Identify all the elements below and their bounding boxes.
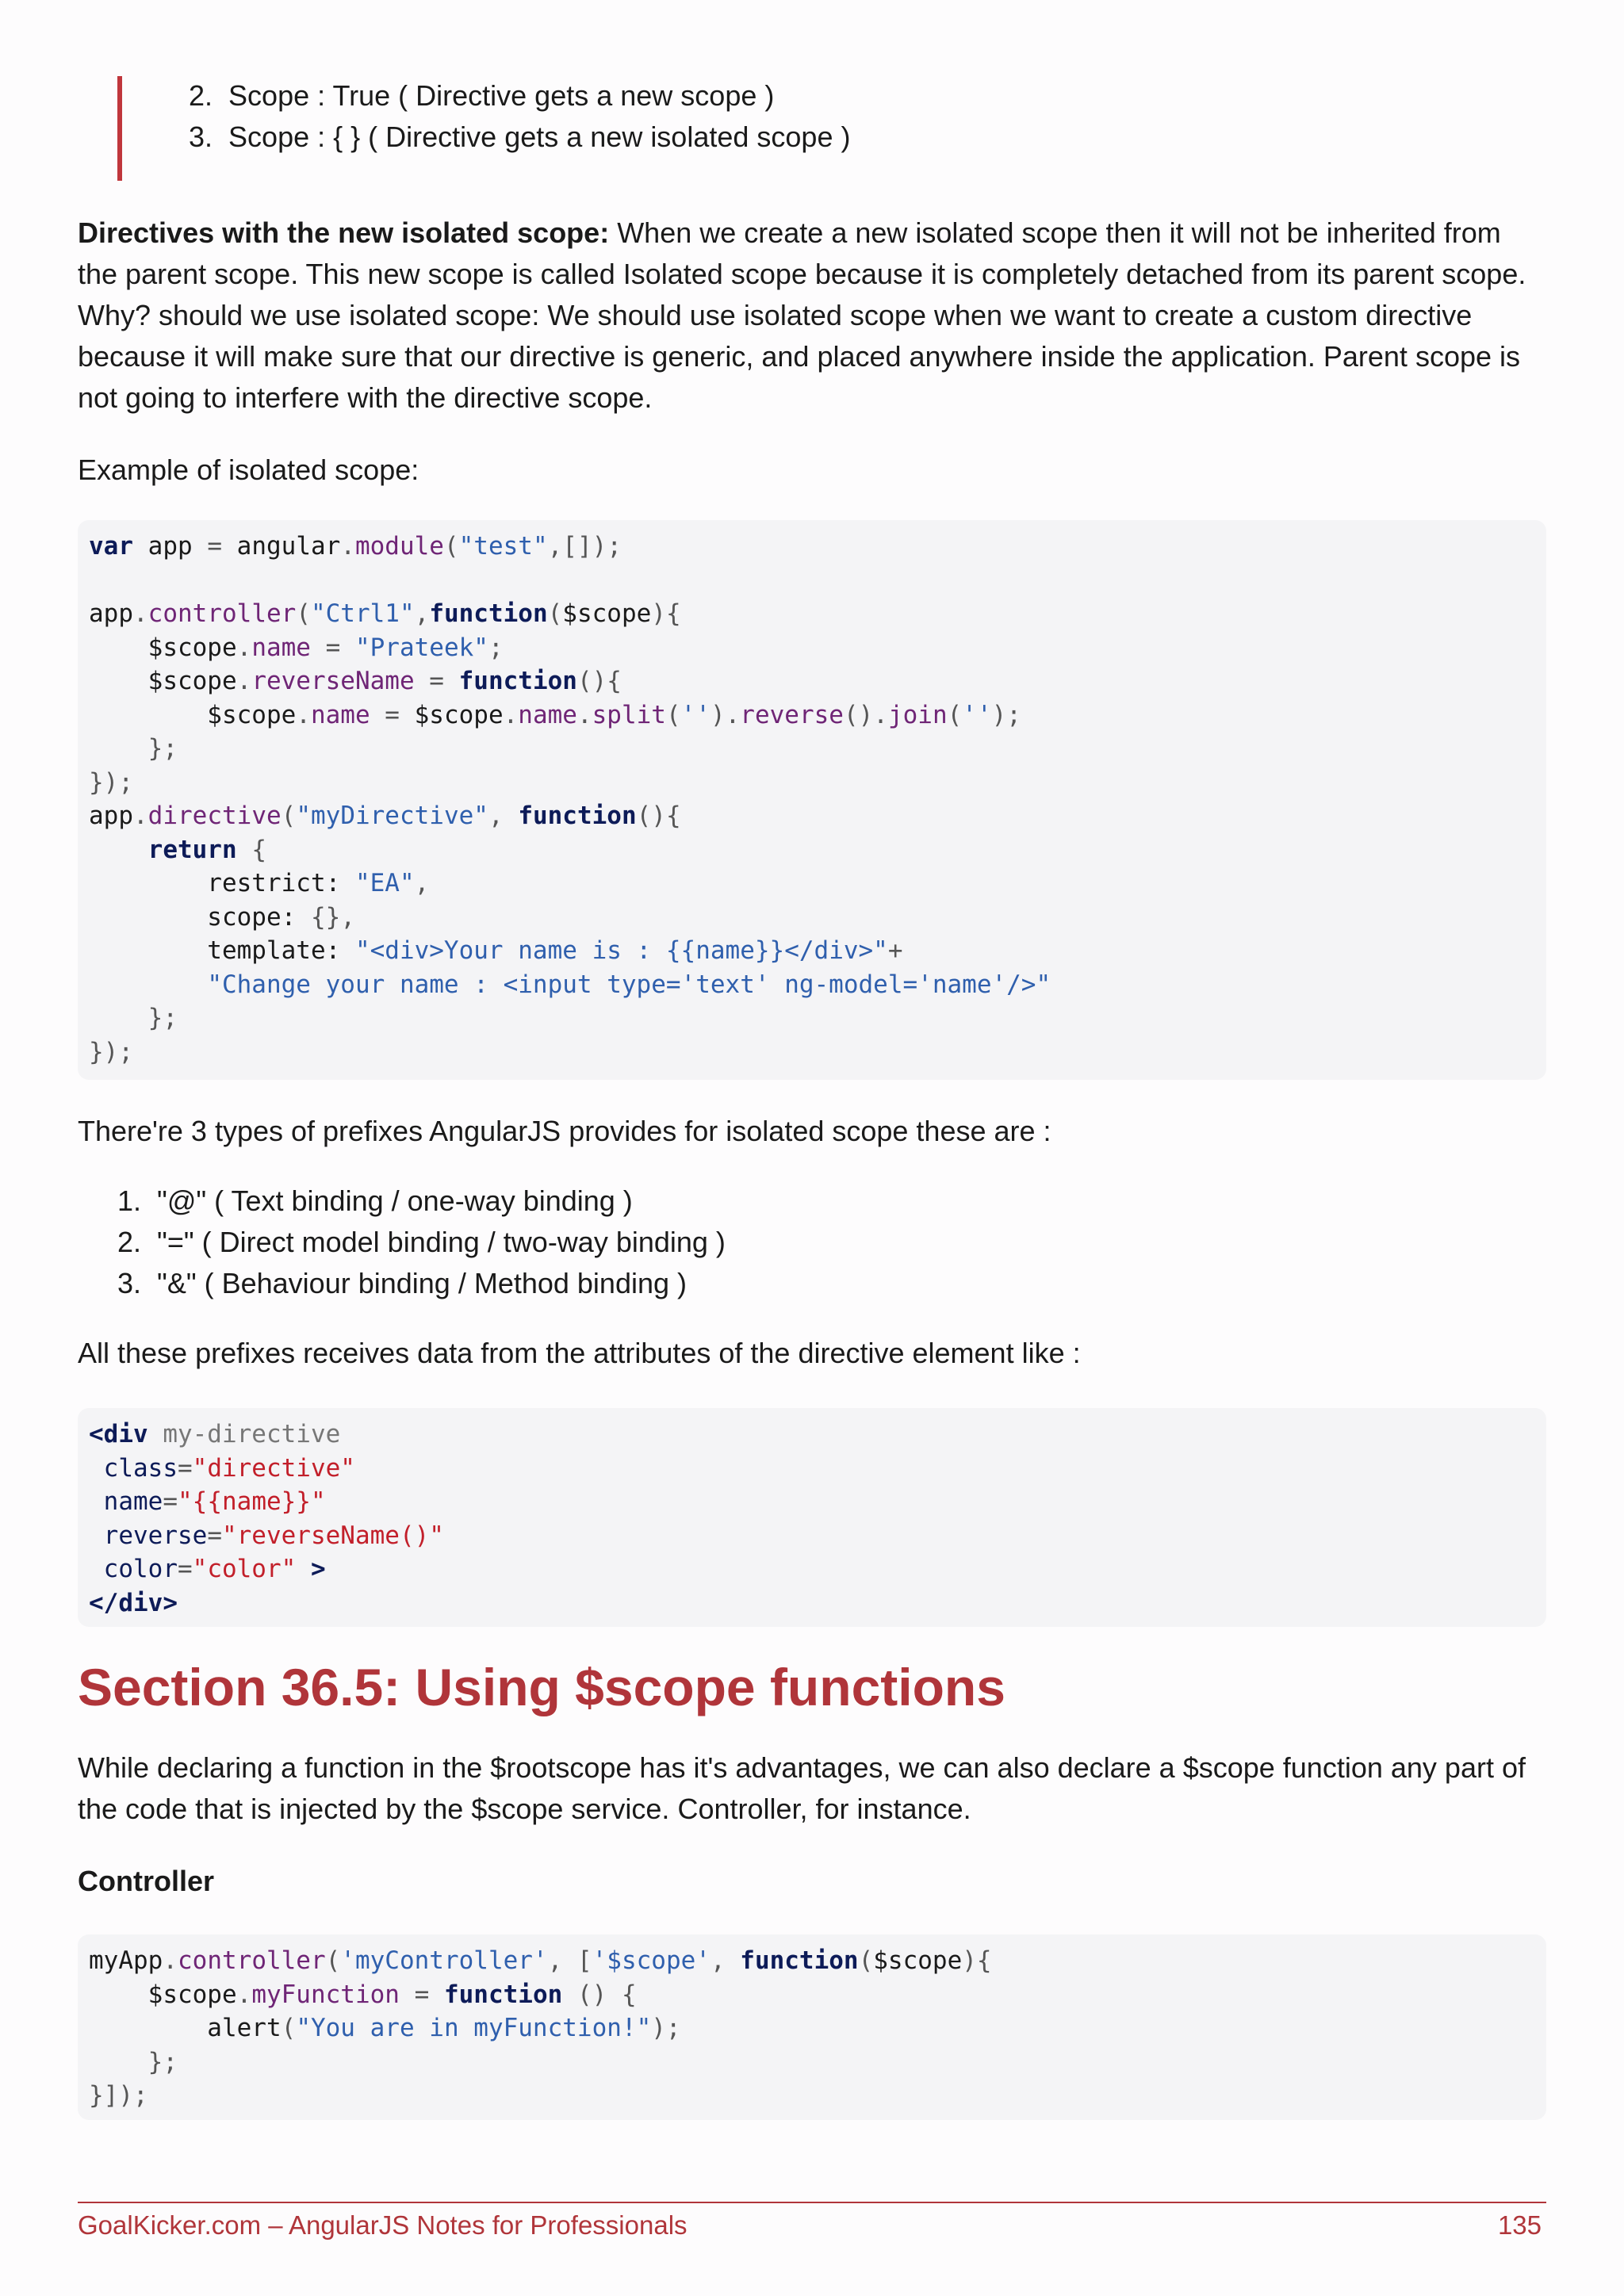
list-text: "@" ( Text binding / one-way binding ) [157, 1184, 633, 1217]
code-line: $scope.name = $scope.name.split('').reverse().join(''); [89, 700, 1021, 729]
isolated-scope-paragraph [78, 212, 1553, 419]
paragraph-line: the code that is injected by the $scope service. Controller, for instance. [78, 1793, 971, 1825]
list-text: Scope : True ( Directive gets a new scope ) [228, 79, 775, 112]
list-number: 3. [117, 1267, 142, 1299]
code-line: myApp.controller('myController', ['$scope', function($scope){ [89, 1946, 992, 1975]
list-text: "=" ( Direct model binding / two-way binding ) [157, 1226, 726, 1258]
list-text: "&" ( Behaviour binding / Method binding ) [157, 1267, 687, 1299]
footer-rule [78, 2202, 1546, 2203]
code-line: }]); [89, 2081, 148, 2110]
code-line: }); [89, 767, 134, 797]
list-number: 2. [189, 79, 213, 112]
attr-intro: All these prefixes receives data from the attributes of the directive element like : [78, 1337, 1081, 1369]
page-number: 135 [1497, 2210, 1542, 2240]
paragraph-line: not going to interfere with the directive scope. [78, 381, 653, 414]
paragraph-line: because it will make sure that our directive is generic, and placed anywhere inside the application. Parent scope is [78, 340, 1521, 373]
paragraph-heading: Directives with the new isolated scope: [78, 216, 610, 249]
footer-title: GoalKicker.com – AngularJS Notes for Professionals [78, 2210, 688, 2240]
code-line: "Change your name : <input type='text' ng-model='name'/>" [207, 970, 1051, 999]
paragraph-line: Why? should we use isolated scope: We should use isolated scope when we want to create a custom directive [78, 299, 1473, 331]
paragraph-line: While declaring a function in the $rootscope has it's advantages, we can also declare a $scope function any part of [78, 1751, 1526, 1784]
code-line: </div> [89, 1588, 178, 1617]
code-line: color="color" > [89, 1555, 326, 1583]
list-item [117, 1226, 726, 1259]
code-line: <div my-directive [89, 1420, 341, 1448]
code-line: template: "<div>Your name is : {{name}}</div>"+ [89, 936, 903, 965]
prefix-intro: There're 3 types of prefixes AngularJS provides for isolated scope these are : [78, 1115, 1051, 1147]
example-label: Example of isolated scope: [78, 453, 419, 486]
code-line: name="{{name}}" [89, 1487, 326, 1516]
code-line: app.controller("Ctrl1",function($scope){ [89, 599, 681, 628]
list-number: 3. [189, 121, 213, 153]
code-line: $scope.name = "Prateek"; [89, 633, 504, 662]
paragraph-line: the parent scope. This new scope is called Isolated scope because it is completely detached from its parent scope. [78, 258, 1526, 290]
code-block-isolated-scope [78, 520, 1546, 1080]
code-line: alert("You are in myFunction!"); [89, 2014, 681, 2042]
code-line: $scope.myFunction = function () { [89, 1980, 637, 2009]
list-item [117, 1267, 687, 1300]
code-block-controller [78, 1934, 1546, 2120]
code-line: }; [147, 2047, 178, 2076]
code-line: app.directive("myDirective", function(){ [89, 802, 681, 830]
quoted-list [117, 76, 851, 181]
code-line: class="directive" [89, 1453, 355, 1483]
section-title: Section 36.5: Using $scope functions [78, 1658, 1005, 1716]
code-block-directive-html [78, 1408, 1546, 1627]
code-line: }); [89, 1037, 134, 1066]
code-line: var app = angular.module("test",[]); [89, 532, 622, 561]
code-line: reverse="reverseName()" [89, 1521, 444, 1550]
code-line: scope: {}, [89, 902, 355, 932]
code-line: $scope.reverseName = function(){ [89, 667, 622, 695]
list-text: Scope : { } ( Directive gets a new isolated scope ) [228, 121, 851, 153]
paragraph-line: When we create a new isolated scope then it will not be inherited from [617, 216, 1501, 249]
list-number: 2. [117, 1226, 142, 1258]
controller-heading: Controller [78, 1865, 215, 1897]
section-paragraph [78, 1747, 1553, 1830]
list-item [189, 121, 850, 154]
list-item [189, 79, 774, 113]
list-item [117, 1184, 633, 1218]
code-line: restrict: "EA", [89, 869, 430, 897]
code-line: return { [147, 835, 266, 864]
code-line: }; [147, 734, 178, 763]
list-number: 1. [117, 1184, 142, 1217]
code-line: }; [147, 1004, 178, 1032]
